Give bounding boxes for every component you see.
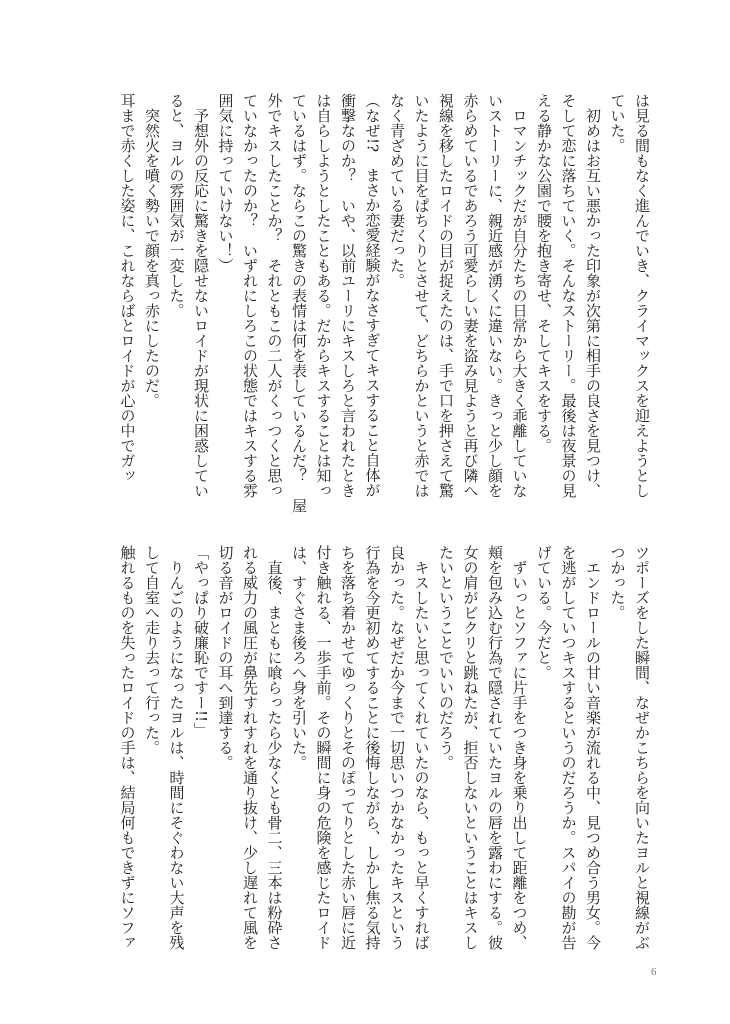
text-line: ていた。 [608,93,627,153]
text-line: つかった。 [608,545,627,620]
text-line: 衝撃なのか？ いや、以前ユーリにキスしろと言われたとき [339,93,357,498]
text-line: ツポーズをした瞬間、なぜかこちらを向いたヨルと視線がぶ [633,545,651,950]
text-line: 囲気に持っていけない！） [216,93,235,273]
text-line: たいということでいいのだろう。 [437,545,455,770]
text-line: そして恋に落ちていく。そんなストーリー。最後は夜景の見 [559,93,578,498]
text-block-top [115,93,654,513]
text-line: を逃がしていつキスするというのだろうか。スパイの勘が告 [559,545,578,950]
text-line: 頬を包み込む行為で隠されていたヨルの唇を露わにする。彼 [486,545,504,950]
text-line: 付き触れる、一歩手前。その瞬間に身の危険を感じたロイド [314,545,333,950]
text-line: 耳まで赤くした姿に、これならばとロイドが心の中でガッ [118,93,137,483]
text-line: エンドロールの甘い音楽が流れる中、見つめ合う男女。今 [584,545,602,950]
text-line: ずいっとソファに片手をつき身を乗り出して距離をつめ、 [510,545,529,950]
text-line: ちを落ち着かせてゆっくりとそのぽってりとした赤い唇に近 [339,545,357,950]
text-line: ているはず。ならこの驚きの表情は何を表しているんだ？ 屋 [290,93,308,513]
text-line: 直後、まともに喰らったら少なくとも骨二、三本は粉砕さ [265,545,284,950]
text-line: 予想外の反応に驚きを隠せないロイドが現状に困惑してい [192,93,210,498]
text-line: いたように目をぱちくりとさせて、どちらかというと赤では [412,93,431,498]
text-line: 触れるものを失ったロイドの手は、結局何もできずにソファ [118,545,137,950]
text-line: 「やっぱり破廉恥ですー!!」 [192,545,210,738]
text-line: 初めはお互い悪かった印象が次第に相手の良さを見つけ、 [584,93,602,498]
text-line: いストーリーに、親近感が湧くに違いない。きっと少し顔を [486,93,504,498]
text-line: れる威力の風圧が鼻先すれすれを通り抜け、少し遅れて風を [241,545,259,950]
text-line: は自らしようとしたこともある。だからキスすることは知っ [314,93,333,498]
text-line: なく青ざめている妻だった。 [388,93,406,288]
text-line: は見る間もなく進んでいき、クライマックスを迎えようとし [633,93,651,498]
text-line: は、すぐさま後ろへ身を引いた。 [290,545,308,770]
text-line: 行為を今更初めてすることに後悔しながら、しかし焦る気持 [363,545,382,950]
text-line: 切る音がロイドの耳へ到達する。 [216,545,235,770]
text-line: ると、ヨルの雰囲気が一変した。 [167,93,186,318]
text-line: 突然火を噴く勢いで顔を真っ赤にしたのだ。 [143,93,161,408]
text-line: げている。今だと。 [535,545,553,680]
text-line: 赤らめているであろう可愛らしい妻を盗み見ようと再び隣へ [461,93,480,498]
text-line: 視線を移したロイドの目が捉えたのは、手で口を押さえて驚 [437,93,455,498]
text-line: える静かな公園で腰を抱き寄せ、そしてキスをする。 [535,93,553,453]
page-number: 6 [651,966,657,978]
text-line: キスしたいと思ってくれていたのなら、もっと早くすれば [412,545,431,950]
text-line: ていなかったのか？ いずれにしろこの状態ではキスする雰 [241,93,259,498]
text-line: 外でキスしたことか？ それともこの二人がくっつくと思っ [265,93,284,498]
text-line: （なぜ!? まさか恋愛経験がなさすぎてキスすること自体が [363,93,382,498]
text-block-bottom [115,545,654,965]
text-line: 良かった。なぜだか今まで一切思いつかなかったキスという [388,545,406,950]
text-line: ロマンチックだが自分たちの日常から大きく乖離していな [510,93,529,498]
text-line: りんごのようになったヨルは、時間にそぐわない大声を残 [167,545,186,950]
text-line: して自室へ走り去って行った。 [143,545,161,755]
text-line: 女の肩がビクリと跳ねたが、拒否しないということはキスし [461,545,480,950]
